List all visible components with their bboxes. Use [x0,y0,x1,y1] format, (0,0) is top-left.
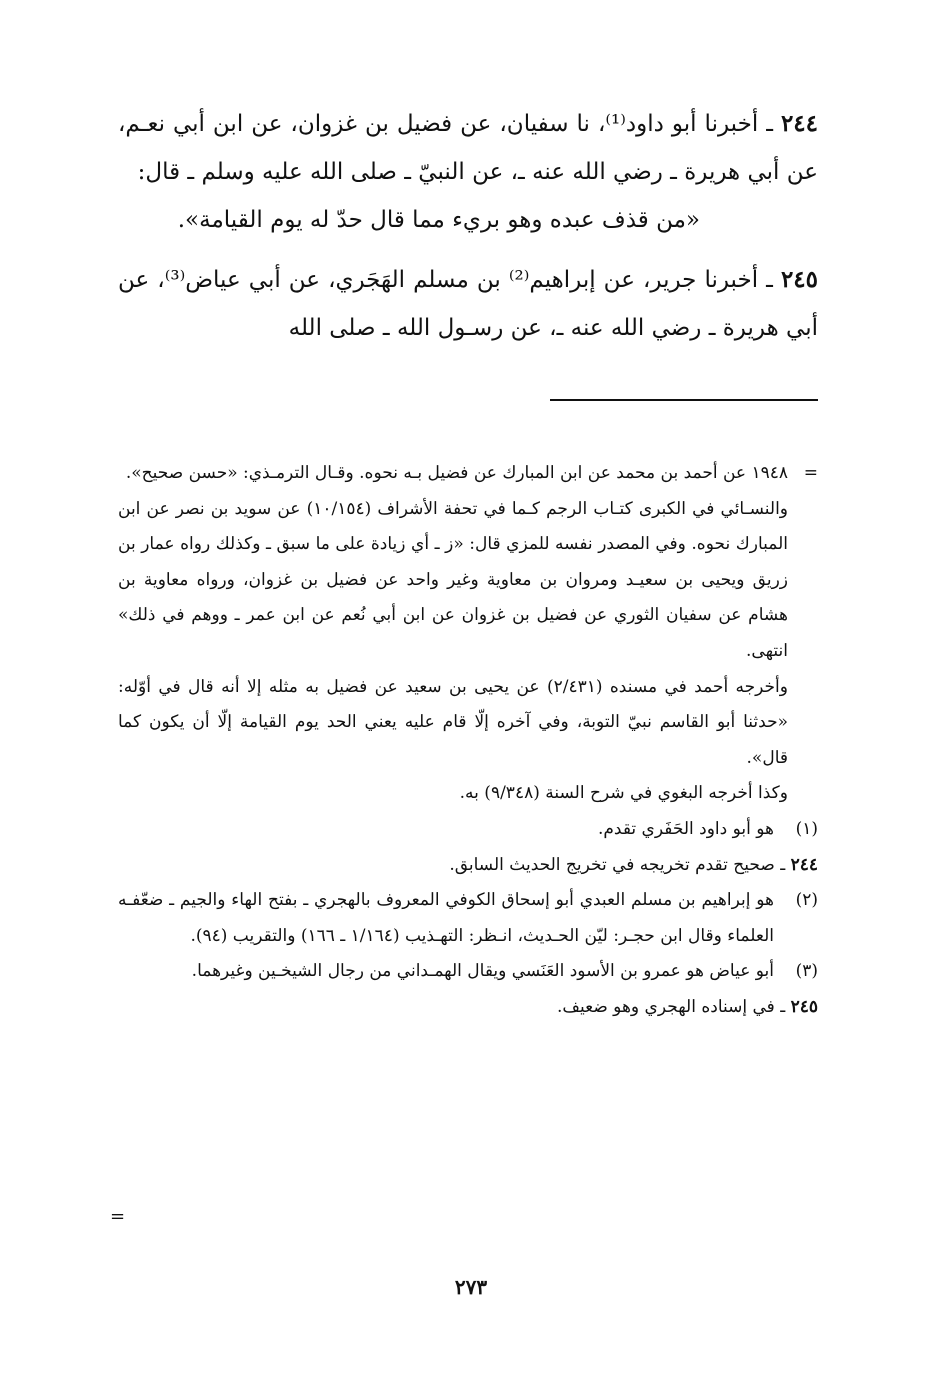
footnote-3-number: (٣) [795,961,818,982]
hadith-244-number: ٢٤٤ [780,110,818,137]
takhrij-244 [118,848,818,884]
footnote-2 [118,883,818,954]
continued-note-paragraph: ١٩٤٨ عن أحمد بن محمد عن ابن المبارك عن فضيل بـه نحوه. وقـال الترمـذي: «حسن صحيح». [125,463,788,483]
hadith-245-text: ـ أخبرنا جرير، عن إبراهيم⁽²⁾ بن مسلم الهَجَري، عن أبي عياض⁽³⁾، عن أبي هريرة ـ رضي الله عنه ـ، عن رسـول الله ـ صلى الله [118,267,818,341]
footnote-2-number: (٢) [795,890,818,911]
main-text [118,100,818,352]
hadith-244-quote: «من قذف عبده وهو بريء مما قال حدّ له يوم القيامة». [177,207,700,233]
continuation-mark: = [803,463,818,483]
takhrij-244-number: ٢٤٤ [790,854,818,875]
hadith-244-text: ـ أخبرنا أبو داود⁽¹⁾، نا سفيان، عن فضيل بن غزوان، عن ابن أبي نعـم، عن أبي هريرة ـ رضي الله عنه ـ، عن النبيّ ـ صلى الله عليه وسلم ـ قال: [118,111,818,185]
takhrij-245 [118,990,818,1026]
hadith-244 [118,100,818,196]
takhrij-245-text: ـ في إسناده الهجري وهو ضعيف. [557,996,791,1017]
hadith-245-number: ٢٤٥ [780,266,818,293]
continued-note-paragraph: والنسـائي في الكبرى كتـاب الرجم كـما في تحفة الأشراف (١٠/١٥٤) عن سويد بن نصر عن ابن المبارك نحوه. وفي المصدر نفسه للمزي قال: «ز ـ أي زيادة على ما سبق ـ وكذلك رواه عمار بن زريق ويحيى بن سعيـد ومروان بن معاوية وغير واحد عن فضيل بن غزوان، ورواه معاوية بن هشام عن سفيان الثوري عن فضيل بن غزوان عن ابن أبي نُعم عن ابن عمر ـ ووهم في ذلك» انتهى. [118,498,788,661]
takhrij-244-text: ـ صحيح تقدم تخريجه في تخريج الحديث السابق. [449,854,791,875]
footnote-separator [550,399,818,401]
takhrij-245-number: ٢٤٥ [790,996,818,1017]
footnote-3 [118,954,818,990]
continued-note-body [118,456,788,812]
footnote-3-text: أبو عياض هو عمرو بن الأسود العَنَسي ويقال الهمـداني من رجال الشيخـين وغيرهما. [191,961,774,982]
continued-note-paragraph: وكذا أخرجه البغوي في شرح السنة (٩/٣٤٨) به. [459,783,788,804]
continued-note [118,456,818,812]
footnotes [118,456,818,1026]
page-number: ٢٧٣ [454,1275,488,1299]
footnote-1-number: (١) [795,818,818,839]
footnote-2-text: هو إبراهيم بن مسلم العبدي أبو إسحاق الكوفي المعروف بالهجري ـ بفتح الهاء والجيم ـ ضعّفـه العلماء وقال ابن حجـر: ليّن الحـديث، انـظر: التهـذيب (١/١٦٤ ـ ١٦٦) والتقريب (٩٤). [118,890,774,946]
continued-note-paragraph: وأخرجه أحمد في مسنده (٢/٤٣١) عن يحيى بن سعيد عن فضيل به مثله إلا أنه قال في أوّله: «حدثنا أبو القاسم نبيّ التوبة، وفي آخره إلّا قام عليه يعني الحد يوم القيامة إلّا أن يكون كما قال». [118,676,788,768]
footnote-1 [118,812,818,848]
hadith-245 [118,256,818,352]
footnote-1-text: هو أبو داود الحَفَري تقدم. [597,818,774,839]
continues-mark: = [110,1206,126,1227]
